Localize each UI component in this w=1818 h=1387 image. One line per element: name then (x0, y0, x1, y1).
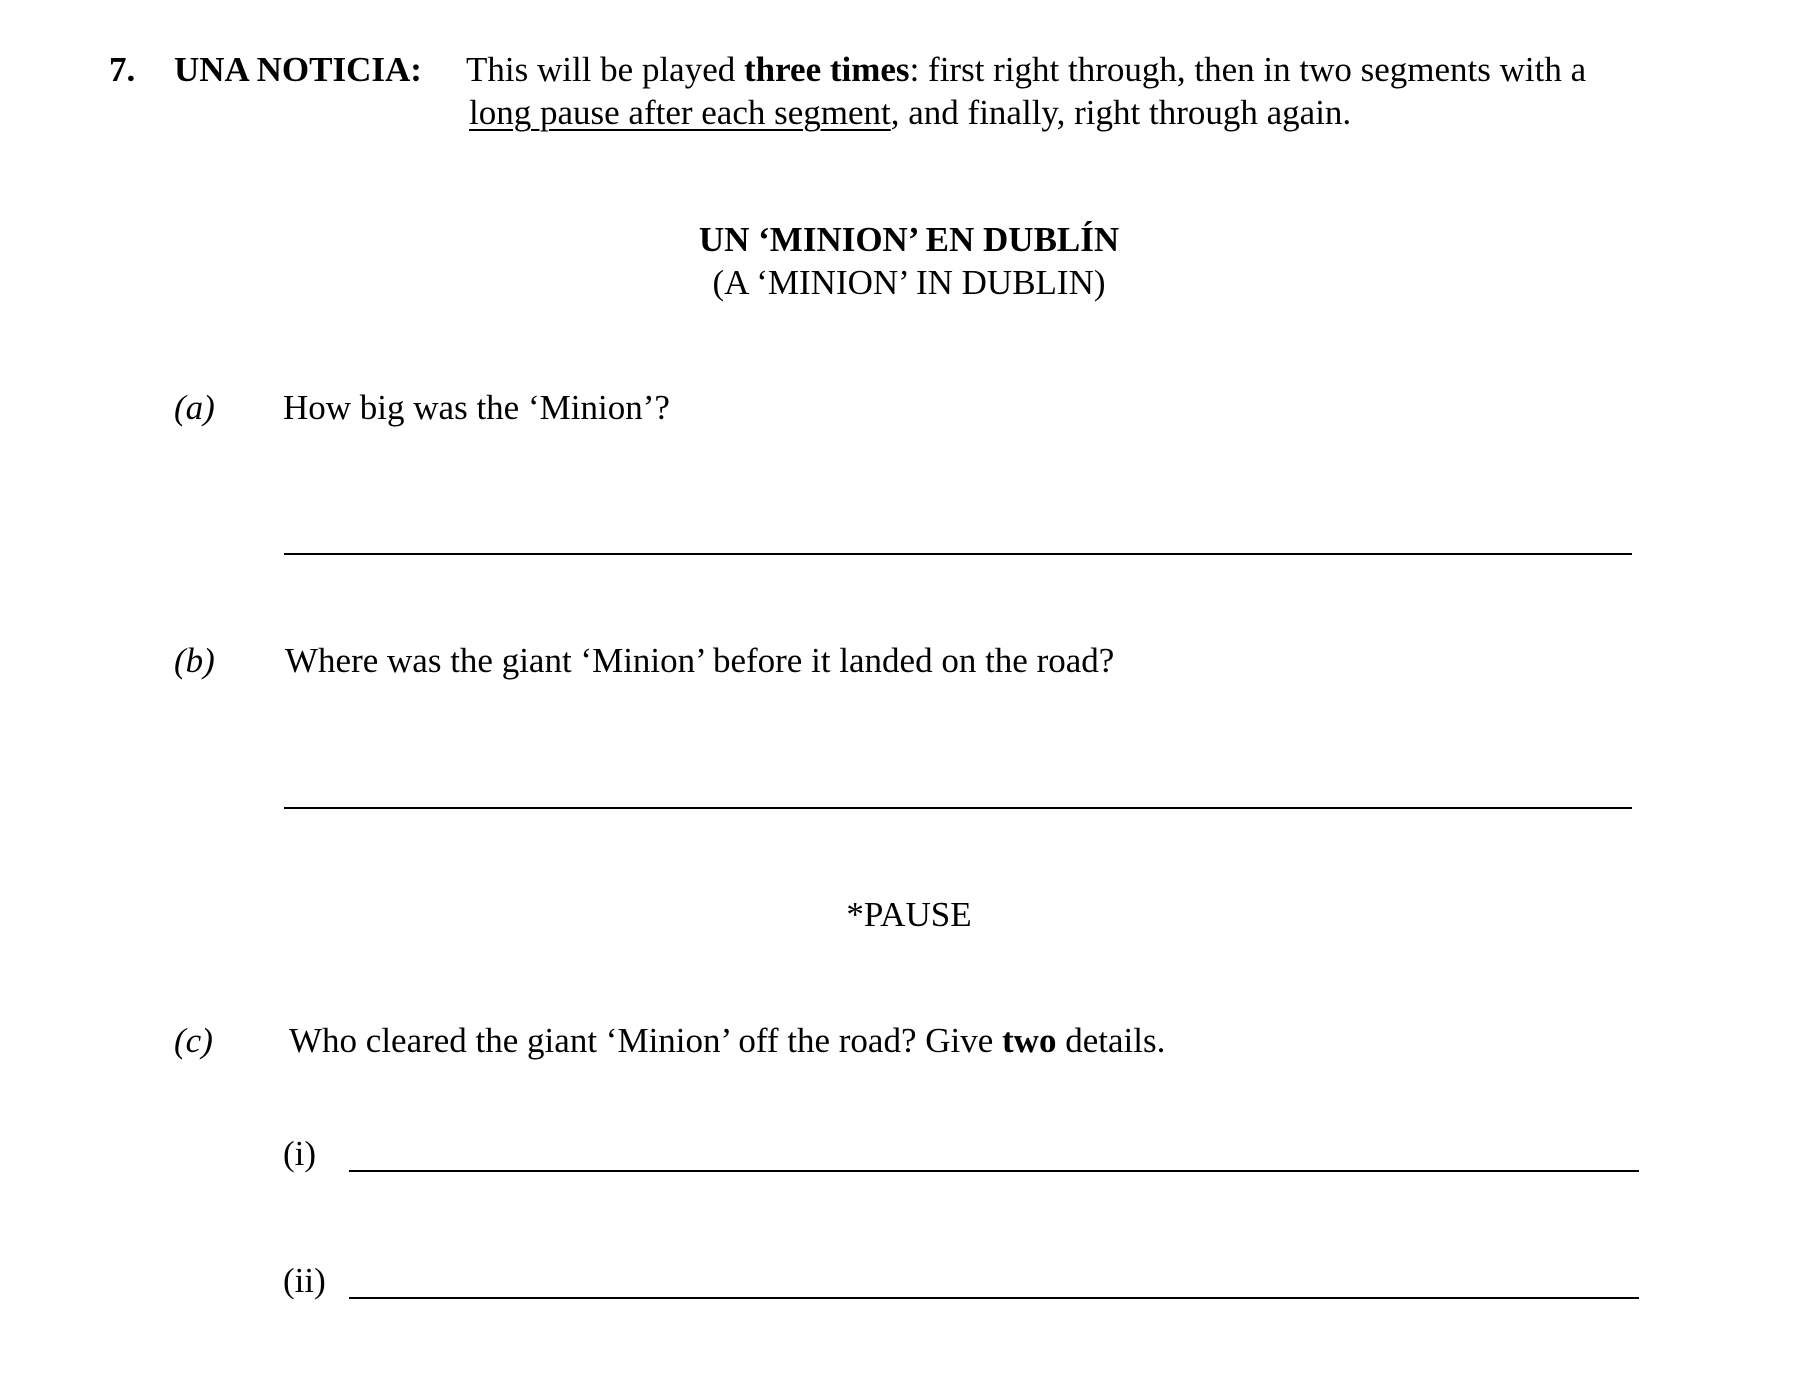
instruction-text-1: This will be played (466, 50, 745, 89)
instruction-text-3: , and finally, right through again. (890, 93, 1352, 132)
part-c-label: (c) (174, 1021, 213, 1060)
instruction-emphasis: three times (744, 50, 910, 89)
part-c-ii-label: (ii) (283, 1261, 326, 1300)
passage-title: UN ‘MINION’ EN DUBLÍN (698, 220, 1120, 259)
instruction-underlined: long pause after each segment (469, 93, 891, 132)
part-c-i-answer-line[interactable] (349, 1170, 1639, 1172)
part-a-label: (a) (174, 388, 215, 427)
part-a-question: How big was the ‘Minion’? (283, 388, 670, 427)
part-c-text-2: details. (1056, 1021, 1166, 1060)
part-c-text-1: Who cleared the giant ‘Minion’ off the road? Give (289, 1021, 1003, 1060)
part-b-label: (b) (174, 641, 215, 680)
instruction-text-2: : first right through, then in two segments with a (909, 50, 1587, 89)
part-c-emphasis: two (1002, 1021, 1057, 1060)
instruction-line-2 (469, 91, 1351, 134)
instruction-line-1 (466, 48, 1586, 91)
part-a-answer-line[interactable] (284, 553, 1632, 555)
part-c-ii-answer-line[interactable] (349, 1297, 1639, 1299)
part-b-question: Where was the giant ‘Minion’ before it landed on the road? (285, 641, 1115, 680)
pause-marker: *PAUSE (846, 895, 972, 934)
part-c-i-label: (i) (283, 1134, 317, 1173)
part-c-question (289, 1021, 1165, 1061)
part-b-answer-line[interactable] (284, 807, 1632, 809)
passage-subtitle: (A ‘MINION’ IN DUBLIN) (712, 263, 1106, 302)
question-number: 7. (109, 50, 136, 89)
question-title: UNA NOTICIA: (174, 50, 422, 89)
